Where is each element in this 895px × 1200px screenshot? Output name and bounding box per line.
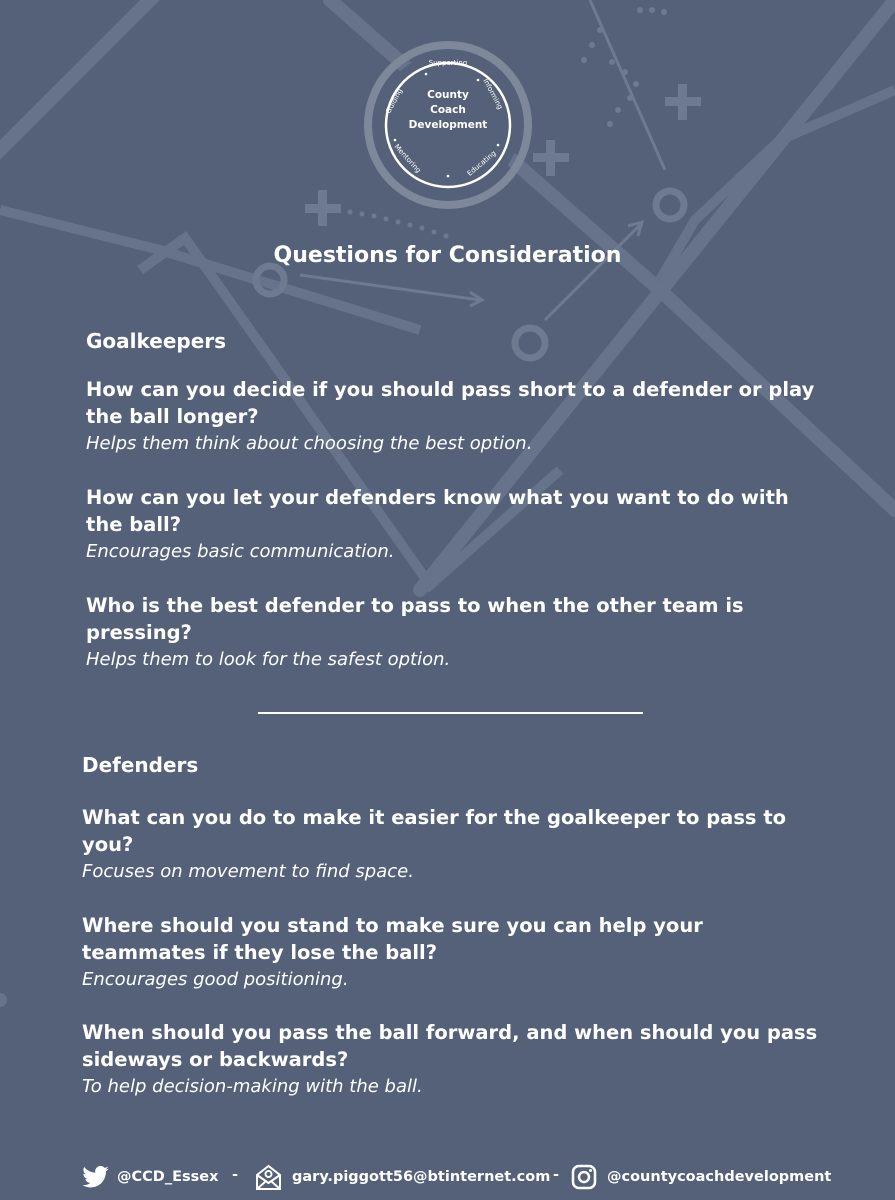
email-address: gary.piggott56@btinternet.com xyxy=(292,1169,551,1185)
logo-line-development: Development xyxy=(408,119,488,131)
answer: Focuses on movement to find space. xyxy=(82,861,414,882)
logo-line-coach: Coach xyxy=(430,104,466,116)
instagram-handle: @countycoachdevelopment xyxy=(607,1169,832,1185)
qa-item xyxy=(86,376,826,457)
question: When should you pass the ball forward, and when should you pass sideways or backwards? xyxy=(82,1021,818,1071)
question: Where should you stand to make sure you can help your teammates if they lose the ball? xyxy=(82,914,703,964)
question: What can you do to make it easier for the goalkeeper to pass to you? xyxy=(82,806,787,856)
contact-footer xyxy=(0,1161,895,1193)
twitter-handle: @CCD_Essex xyxy=(117,1169,219,1185)
logo-word-guiding: Guiding xyxy=(384,87,405,115)
logo-center-text xyxy=(390,88,506,133)
answer: Helps them think about choosing the best option. xyxy=(86,433,533,454)
qa-item xyxy=(82,912,822,993)
qa-item xyxy=(82,804,822,885)
page-title: Questions for Consideration xyxy=(273,243,622,268)
email-contact[interactable] xyxy=(255,1161,550,1193)
question: How can you decide if you should pass short to a defender or play the ball longer? xyxy=(86,378,815,428)
answer: To help decision-making with the ball. xyxy=(82,1076,423,1097)
twitter-contact[interactable] xyxy=(82,1161,218,1193)
section-heading-goalkeepers: Goalkeepers xyxy=(86,329,227,353)
answer: Helps them to look for the safest option. xyxy=(86,649,451,670)
qa-item xyxy=(86,592,826,673)
question: How can you let your defenders know what you want to do with the ball? xyxy=(86,486,789,536)
qa-item xyxy=(82,1019,822,1100)
section-divider xyxy=(258,712,643,714)
twitter-icon xyxy=(82,1166,109,1188)
logo-word-educating: Educating xyxy=(465,149,498,178)
section-heading-defenders: Defenders xyxy=(82,753,199,777)
logo-word-mentoring: Mentoring xyxy=(392,142,423,175)
question: Who is the best defender to pass to when the other team is pressing? xyxy=(86,594,744,644)
footer-separator: - xyxy=(232,1167,239,1183)
email-icon xyxy=(255,1163,282,1191)
answer: Encourages good positioning. xyxy=(82,969,349,990)
logo-word-supporting: Supporting xyxy=(428,59,468,67)
qa-item xyxy=(86,484,826,565)
instagram-icon xyxy=(571,1164,597,1190)
footer-separator: - xyxy=(553,1167,560,1183)
answer: Encourages basic communication. xyxy=(86,541,395,562)
instagram-contact[interactable] xyxy=(571,1161,831,1193)
logo-line-county: County xyxy=(427,89,469,101)
logo-word-informing: Informing xyxy=(481,77,505,111)
